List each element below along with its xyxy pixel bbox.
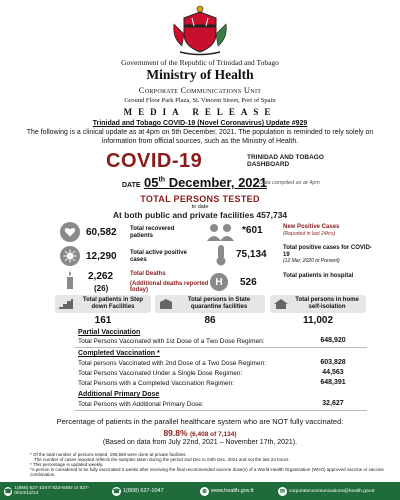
footnote-2: The number of cases reported reflects the samples taken during the period 2nd Dec to 04th Dec, 2021 and not the last 24 hours. (34, 457, 290, 462)
dashboard-subtitle (247, 154, 324, 168)
quarantine-value: 86 (204, 315, 216, 326)
stepdown-value: 161 (94, 315, 112, 326)
globe-icon: ⊕ (201, 488, 208, 495)
stepdown-label: Total patients in Step down Facilities (82, 297, 144, 310)
to-date-label: to date (191, 204, 209, 210)
deaths-label-text: Total Deaths (130, 271, 166, 277)
recovered-label: Total recovered patients (130, 226, 175, 239)
home-isolation-box (270, 295, 366, 313)
phone-icon: ☎ (4, 488, 12, 495)
heart-icon (60, 222, 80, 242)
completed-regimen-row: Total Persons with a Completed Vaccination Regimen: (78, 380, 234, 387)
clinical-update-text: The following is a clinical update as at 4pm on 5th December, 2021. The population is reminded to rely solely on information from official sources, such as the Ministry of Health. (26, 129, 374, 145)
date-suffix: th (158, 176, 166, 184)
home-isolation-value: 11,002 (302, 315, 334, 326)
government-line: Government of the Republic of Trinidad and Tobago (121, 58, 279, 67)
additional-deaths-label: (Additional deaths reported today) (130, 280, 209, 293)
additional-dose-title: Additional Primary Dose (78, 391, 160, 398)
stairs-icon (59, 299, 73, 309)
not-vaccinated-percentage (0, 428, 400, 438)
footer-phone-1 (4, 486, 106, 496)
address-line: Ground Floor Park Plaza, St. Vincent Street, Port of Spain (124, 97, 276, 104)
single-dose-row: Total Persons Vaccinated Under a Single Dose Regimen: (78, 370, 243, 377)
unit-name: Corporate Communications Unit (138, 85, 262, 95)
additional-deaths-value: (26) (94, 284, 109, 293)
new-positive-value: *601 (242, 225, 263, 236)
footer-bar (0, 482, 400, 500)
completed-regimen-value: 648,391 (320, 379, 346, 386)
percentage-value: 89.8% (163, 428, 188, 438)
new-positive-note: (Reported in last 24hrs) (283, 230, 336, 237)
footer-phone-2-text: 1(868) 627-1047 (123, 488, 164, 494)
footnote-3: * This percentage is updated weekly. (30, 462, 104, 467)
date-day: 05 (144, 175, 159, 190)
footer-phone-2 (112, 487, 164, 496)
additional-dose-row: Total Persons with Additional Primary Dose: (78, 401, 204, 408)
mail-icon: ✉ (279, 488, 286, 495)
footer-website-text[interactable]: www.health.gov.tt (211, 488, 254, 494)
dashboard-subtitle-line1: TRINIDAD AND TOBAGO (247, 154, 324, 161)
dashboard-subtitle-line2: DASHBOARD (247, 161, 290, 168)
hospital-icon: H (210, 273, 228, 291)
not-vaccinated-text: Percentage of patients in the parallel healthcare system who are NOT fully vaccinated: (56, 417, 344, 426)
building-icon (159, 299, 173, 309)
total-positive-note: (12 Mar, 2020 to Present) (283, 258, 340, 264)
coat-of-arms-icon (170, 4, 230, 56)
partial-vaccination-row: Total Persons Vaccinated with 1st Dose of a Two Dose Regimen: (78, 338, 265, 345)
second-dose-value: 603,828 (320, 359, 346, 366)
candle-icon (62, 270, 78, 290)
hospital-value: 526 (240, 277, 257, 288)
date-rest: December, 2021 (165, 175, 267, 190)
partial-vaccination-value: 648,920 (320, 337, 346, 344)
new-positive-label-text: New Positive Cases (283, 224, 340, 230)
footer-email[interactable] (278, 487, 375, 496)
house-icon (274, 299, 288, 309)
hospital-label: Total patients in hospital (283, 273, 354, 279)
completed-vaccination-title: Completed Vaccination * (78, 350, 160, 357)
divider (75, 410, 367, 411)
dashboard-date (144, 175, 267, 190)
deaths-label (130, 271, 210, 294)
partial-vaccination-title: Partial Vaccination (78, 329, 141, 336)
footer-phone-1-text: 1(868) 627-1047/ 623-8492 or 627-0010/12/14 (14, 486, 90, 496)
divider (75, 347, 367, 348)
quarantine-label: Total persons in State quarantine facilities (187, 297, 251, 310)
footer-website[interactable] (200, 487, 254, 496)
active-cases-label: Total active positive cases (130, 250, 187, 263)
people-icon (206, 223, 236, 241)
percentage-detail: (6,408 of 7,134) (189, 431, 237, 438)
virus-icon (60, 246, 80, 266)
total-positive-value: 75,134 (236, 249, 267, 260)
footer-email-text[interactable]: corporatecommunications@health.gov.tt (289, 488, 375, 494)
ministry-title: Ministry of Health (146, 67, 254, 82)
recovered-value: 60,582 (86, 227, 117, 238)
footnote-4: *A person is considered to be fully vaccinated 2 weeks after receiving the final recommended vaccine dose(s) of a World Health Organisation (WHO) approved vaccine or vaccine combination. (30, 467, 384, 477)
thermometer-icon (212, 244, 230, 266)
total-tested-value: At both public and private facilities 457,734 (112, 210, 288, 220)
home-isolation-label: Total persons in home self-isolation (295, 297, 359, 310)
date-label: DATE (122, 182, 141, 189)
media-release-heading: MEDIA RELEASE (123, 107, 277, 117)
total-tested-title: TOTAL PERSONS TESTED (140, 194, 260, 204)
total-positive-label-text: Total positive cases for COVID-19 (283, 245, 372, 258)
phone-icon: ☎ (112, 488, 121, 495)
stepdown-box (55, 295, 151, 313)
active-cases-value: 12,290 (86, 251, 117, 262)
deaths-value: 2,262 (88, 271, 114, 282)
total-positive-label (283, 245, 378, 265)
footnotes (30, 452, 390, 477)
footnote-1: * Of the total number of persons tested, 196,569 were done at private facilities. (30, 452, 187, 457)
dashboard-title: COVID-19 (106, 150, 203, 172)
second-dose-row: Total persons Vaccinated with 2nd Dose of a Two Dose Regimen: (78, 360, 267, 367)
percentage-date-range: (Based on data from July 22nd, 2021 – November 17th, 2021). (102, 439, 298, 446)
quarantine-box (155, 295, 265, 313)
update-title: Trinidad and Tobago COVID-19 (Novel Coronavirus) Update #929 (92, 120, 308, 127)
compiled-note: Data compiled as at 4pm (259, 180, 320, 186)
new-positive-label (283, 224, 373, 237)
additional-dose-value: 32,627 (322, 400, 344, 407)
single-dose-value: 44,563 (322, 369, 344, 376)
